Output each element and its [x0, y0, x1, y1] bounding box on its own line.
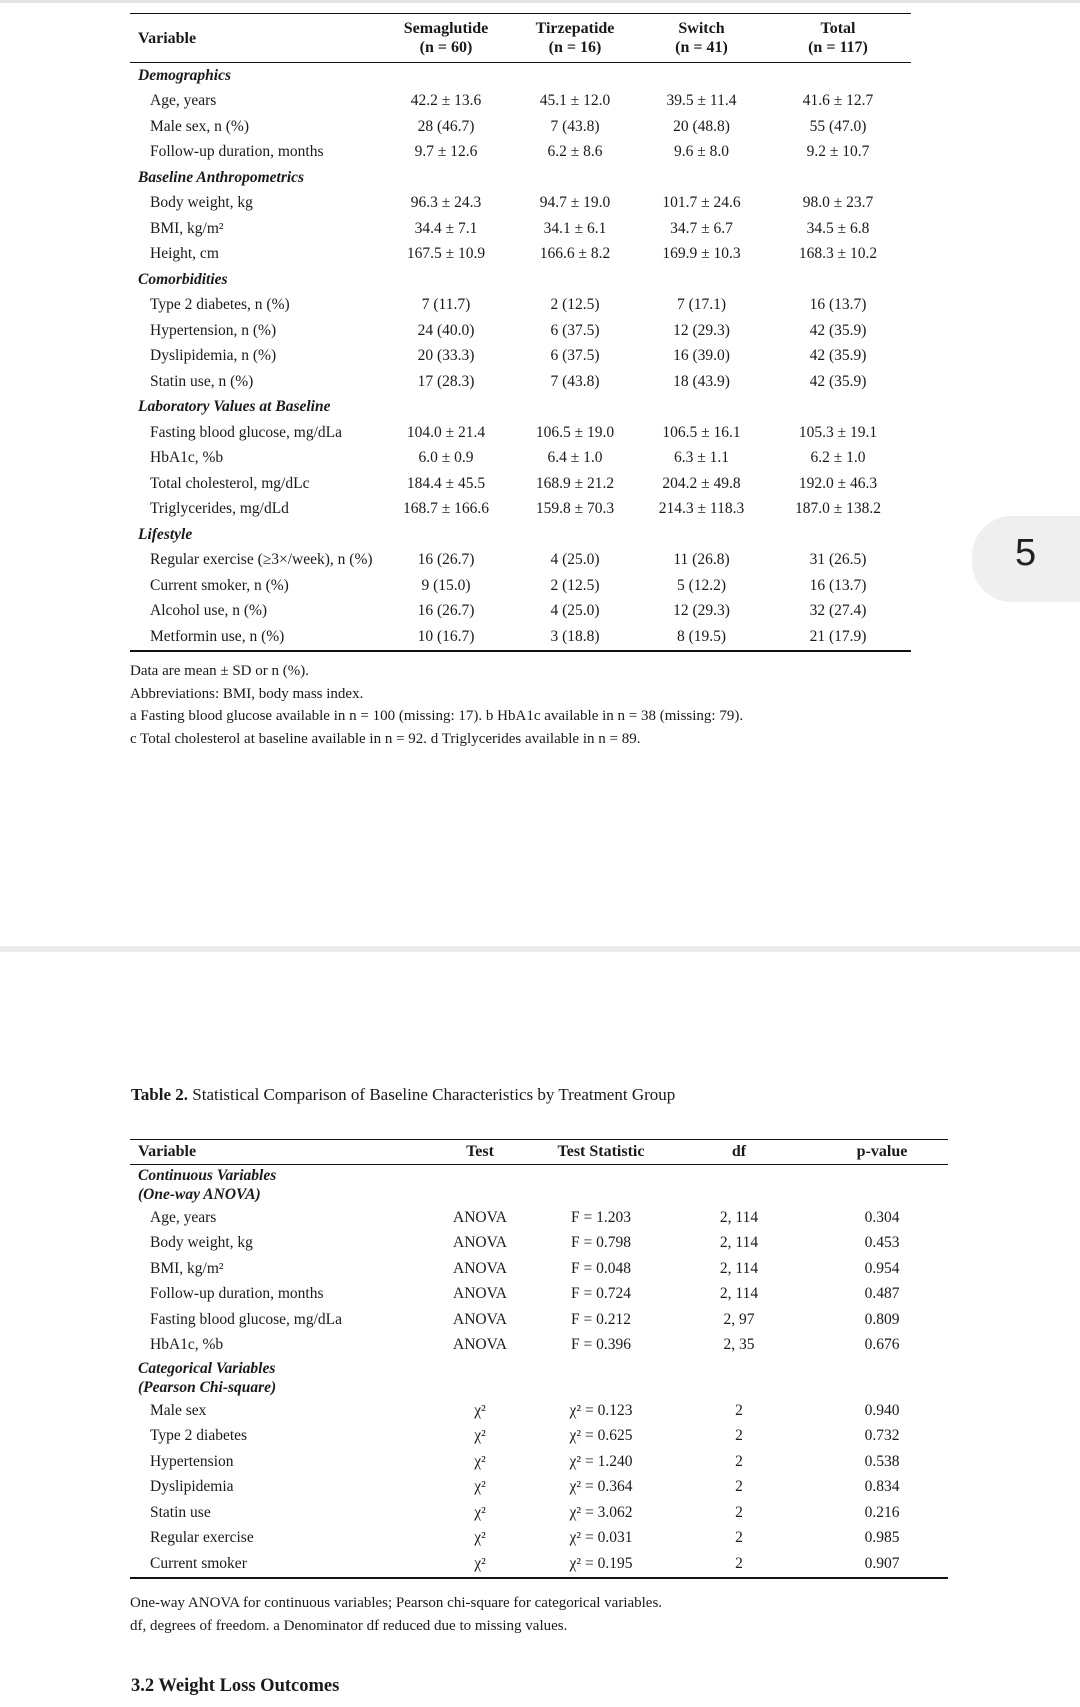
table-row: [130, 420, 911, 446]
column-header-n: (n = 41): [675, 39, 728, 56]
table-cell: 168.9 ± 21.2: [535, 474, 615, 492]
section-heading: [130, 1358, 948, 1398]
table-row: [130, 1333, 948, 1359]
section-row: [130, 1358, 948, 1398]
column-header-name: Tirzepatide: [535, 20, 615, 37]
table-row: [130, 1475, 948, 1501]
table-cell: 4 (25.0): [550, 551, 600, 569]
table-cell: 7 (11.7): [421, 296, 471, 314]
row-label: Body weight, kg: [150, 1234, 253, 1252]
table-row: [130, 140, 911, 166]
table1-header: [130, 14, 911, 63]
table-cell: 168.7 ± 166.6: [402, 500, 489, 518]
column-header-name: Variable: [138, 29, 197, 47]
column-header-n: (n = 117): [808, 39, 868, 56]
table-cell: 159.8 ± 70.3: [535, 500, 615, 518]
section-heading: Demographics: [138, 66, 231, 84]
row-label: Body weight, kg: [150, 194, 253, 212]
table2-footnotes: [130, 1592, 662, 1637]
table-cell: 96.3 ± 24.3: [410, 194, 482, 212]
table-cell: ANOVA: [453, 1259, 507, 1277]
table-cell: 2: [735, 1427, 743, 1445]
row-label: Age, years: [150, 1208, 217, 1226]
section-row: [130, 395, 911, 421]
column-header: Test: [420, 1140, 540, 1165]
column-header: Test Statistic: [540, 1140, 662, 1165]
table-cell: 0.676: [864, 1336, 900, 1354]
table-row: [130, 1500, 948, 1526]
table-cell: 0.834: [864, 1478, 900, 1496]
table-cell: 2: [735, 1401, 743, 1419]
table-cell: 2: [735, 1478, 743, 1496]
section-heading-text: Continuous Variables (One-way ANOVA): [138, 1167, 277, 1203]
table-row: [130, 369, 911, 395]
table-cell: 6 (37.5): [550, 347, 600, 365]
table-cell: 106.5 ± 19.0: [535, 423, 615, 441]
table2-caption-label: Table 2.: [131, 1085, 189, 1104]
row-label: Height, cm: [150, 245, 219, 263]
table2-body: [130, 1165, 948, 1578]
table-cell: 4 (25.0): [550, 602, 600, 620]
table-cell: 0.954: [864, 1259, 900, 1277]
section-heading: [130, 1165, 948, 1206]
table-row: [130, 624, 911, 651]
table-cell: 168.3 ± 10.2: [798, 245, 878, 263]
row-label: Dyslipidemia, n (%): [150, 347, 277, 365]
table-cell: ANOVA: [453, 1234, 507, 1252]
row-label: Statin use: [150, 1503, 211, 1521]
table-cell: χ²: [474, 1452, 486, 1470]
section-heading-text: Categorical Variables (Pearson Chi-square): [138, 1360, 277, 1396]
table-cell: F = 0.798: [571, 1234, 631, 1252]
table-row: [130, 1205, 948, 1231]
row-label: Hypertension: [150, 1452, 234, 1470]
column-header-n: (n = 16): [548, 39, 602, 56]
table2-caption: [131, 1085, 675, 1105]
table-cell: 2, 114: [719, 1285, 759, 1303]
table-cell: χ² = 0.625: [569, 1427, 633, 1445]
section-row: [130, 1165, 948, 1206]
table-cell: 20 (48.8): [673, 117, 730, 135]
row-label: Alcohol use, n (%): [150, 602, 268, 620]
table-row: [130, 1282, 948, 1308]
table-cell: 28 (46.7): [417, 117, 475, 135]
row-label: Statin use, n (%): [150, 372, 254, 390]
table-cell: χ² = 0.195: [569, 1554, 633, 1572]
table-cell: 21 (17.9): [809, 627, 867, 645]
table-cell: χ²: [474, 1554, 486, 1572]
row-label: Metformin use, n (%): [150, 627, 285, 645]
table-row: [130, 1231, 948, 1257]
table-cell: 34.4 ± 7.1: [414, 219, 478, 237]
table-row: [130, 89, 911, 115]
row-label: Type 2 diabetes: [150, 1427, 248, 1445]
row-label: Fasting blood glucose, mg/dLa: [150, 423, 343, 441]
table-cell: 16 (26.7): [417, 602, 475, 620]
row-label: Regular exercise: [150, 1529, 254, 1547]
table-cell: 42 (35.9): [809, 347, 867, 365]
table-cell: χ²: [474, 1478, 486, 1496]
column-header: df: [662, 1140, 816, 1165]
table-cell: 45.1 ± 12.0: [539, 92, 611, 110]
table-row: [130, 446, 911, 472]
table-cell: 3 (18.8): [550, 627, 600, 645]
section-row: [130, 522, 911, 548]
table-row: [130, 1526, 948, 1552]
table-cell: 0.538: [864, 1452, 900, 1470]
column-header-n: (n = 60): [419, 39, 473, 56]
table-cell: 9.7 ± 12.6: [414, 143, 478, 161]
table-cell: 187.0 ± 138.2: [794, 500, 881, 518]
table-cell: 17 (28.3): [417, 372, 475, 390]
table-cell: χ²: [474, 1529, 486, 1547]
table-cell: 20 (33.3): [417, 347, 475, 365]
table-cell: 169.9 ± 10.3: [662, 245, 741, 263]
statistical-comparison-table: [130, 1139, 948, 1579]
table-cell: 0.940: [864, 1401, 900, 1419]
section-heading: Laboratory Values at Baseline: [138, 398, 331, 416]
table-cell: 167.5 ± 10.9: [406, 245, 486, 263]
table-row: [130, 191, 911, 217]
table-row: [130, 293, 911, 319]
table-cell: 0.453: [864, 1234, 900, 1252]
table-cell: 0.907: [864, 1554, 900, 1572]
row-label: Follow-up duration, months: [150, 143, 324, 161]
table1-body: [130, 63, 911, 651]
row-label: Fasting blood glucose, mg/dLa: [150, 1310, 343, 1328]
table-cell: 34.5 ± 6.8: [806, 219, 870, 237]
table-cell: 94.7 ± 19.0: [539, 194, 611, 212]
column-header-name: Semaglutide: [403, 20, 489, 37]
row-label: Age, years: [150, 92, 217, 110]
row-label: BMI, kg/m²: [150, 219, 224, 237]
table-cell: 0.809: [864, 1310, 900, 1328]
table-cell: 6.0 ± 0.9: [418, 449, 474, 467]
table-cell: 55 (47.0): [809, 117, 867, 135]
table-cell: 12 (29.3): [673, 321, 730, 339]
table-cell: χ² = 0.031: [569, 1529, 633, 1547]
table-cell: F = 0.396: [571, 1336, 631, 1354]
table-row: [130, 216, 911, 242]
footnote: Abbreviations: BMI, body mass index.: [130, 685, 364, 702]
table-cell: 2 (12.5): [550, 576, 600, 594]
table-cell: ANOVA: [453, 1310, 507, 1328]
table-cell: 204.2 ± 49.8: [662, 474, 741, 492]
table-row: [130, 497, 911, 523]
section-row: [130, 267, 911, 293]
row-label: HbA1c, %b: [150, 1336, 224, 1354]
row-label: Dyslipidemia: [150, 1478, 234, 1496]
table-cell: 42 (35.9): [809, 372, 867, 390]
table-row: [130, 1256, 948, 1282]
table-cell: 11 (26.8): [673, 551, 730, 569]
table-cell: χ²: [474, 1503, 486, 1521]
table-cell: 98.0 ± 23.7: [802, 194, 874, 212]
footnote: c Total cholesterol at baseline available in n = 92. d Triglycerides available in n = 89.: [130, 730, 641, 747]
column-header-group: [765, 14, 911, 63]
table-cell: 166.6 ± 8.2: [539, 245, 611, 263]
table-cell: 10 (16.7): [417, 627, 475, 645]
table-cell: 9.6 ± 8.0: [673, 143, 729, 161]
table-cell: χ² = 0.364: [569, 1478, 633, 1496]
column-header: p-value: [816, 1140, 948, 1165]
table-cell: 12 (29.3): [673, 602, 730, 620]
table2-header-row: [130, 1140, 948, 1165]
table-cell: 6.2 ± 8.6: [547, 143, 603, 161]
table-row: [130, 1424, 948, 1450]
table-cell: 16 (13.7): [809, 296, 867, 314]
table-cell: 2, 35: [723, 1336, 755, 1354]
page-separator: [0, 946, 1080, 952]
table-cell: 41.6 ± 12.7: [802, 92, 874, 110]
table-row: [130, 1307, 948, 1333]
table-cell: 2: [735, 1554, 743, 1572]
table-row: [130, 548, 911, 574]
table-row: [130, 573, 911, 599]
baseline-characteristics-table: [130, 13, 911, 652]
table-cell: 6 (37.5): [550, 321, 600, 339]
footnote: df, degrees of freedom. a Denominator df reduced due to missing values.: [130, 1617, 568, 1634]
row-label: Follow-up duration, months: [150, 1285, 324, 1303]
page-number: 5: [1015, 532, 1037, 574]
table-cell: 2: [735, 1452, 743, 1470]
table-cell: 39.5 ± 11.4: [666, 92, 737, 110]
table-cell: 9 (15.0): [421, 576, 471, 594]
table-cell: 7 (43.8): [550, 372, 600, 390]
table-cell: 34.7 ± 6.7: [670, 219, 733, 237]
table1-footnotes: [130, 660, 743, 750]
table-cell: χ² = 0.123: [569, 1401, 633, 1419]
table-cell: 8 (19.5): [676, 627, 727, 645]
table-cell: 2: [735, 1529, 743, 1547]
row-label: Current smoker, n (%): [150, 576, 289, 594]
table-cell: ANOVA: [453, 1208, 507, 1226]
table-row: [130, 599, 911, 625]
table-cell: 192.0 ± 46.3: [798, 474, 878, 492]
table-cell: ANOVA: [453, 1336, 507, 1354]
table-cell: 18 (43.9): [673, 372, 730, 390]
table-cell: 2, 114: [719, 1259, 759, 1277]
table-cell: 9.2 ± 10.7: [806, 143, 870, 161]
row-label: Triglycerides, mg/dLd: [150, 500, 289, 518]
section-row: [130, 165, 911, 191]
row-label: Type 2 diabetes, n (%): [150, 296, 290, 314]
table-cell: 32 (27.4): [809, 602, 867, 620]
table-cell: 2, 114: [719, 1208, 759, 1226]
table1-header-row: [130, 14, 911, 63]
column-header-group: [638, 14, 765, 63]
row-label: Male sex, n (%): [150, 117, 249, 135]
table-cell: 0.985: [864, 1529, 900, 1547]
table-cell: 0.732: [864, 1427, 900, 1445]
column-header-group: [380, 14, 512, 63]
table-row: [130, 1449, 948, 1475]
table-cell: 0.304: [864, 1208, 900, 1226]
table-cell: 106.5 ± 16.1: [662, 423, 741, 441]
table-cell: F = 0.724: [571, 1285, 631, 1303]
column-header: Variable: [130, 1140, 420, 1165]
row-label: Male sex: [150, 1401, 207, 1419]
column-header-variable: [130, 14, 380, 63]
column-header-group: [512, 14, 638, 63]
table-cell: 31 (26.5): [809, 551, 867, 569]
table-cell: F = 1.203: [571, 1208, 631, 1226]
table-cell: 2, 114: [719, 1234, 759, 1252]
table-cell: 16 (13.7): [809, 576, 867, 594]
table-row: [130, 471, 911, 497]
table-cell: χ² = 1.240: [569, 1452, 633, 1470]
table-cell: 42 (35.9): [809, 321, 867, 339]
table-cell: 2: [735, 1503, 743, 1521]
table-cell: 7 (43.8): [550, 117, 600, 135]
table-cell: 105.3 ± 19.1: [798, 423, 878, 441]
table-cell: χ²: [474, 1401, 486, 1419]
section-row: [130, 63, 911, 89]
column-header-name: Switch: [678, 20, 725, 37]
table-cell: 0.487: [864, 1285, 900, 1303]
table-cell: F = 0.212: [571, 1310, 631, 1328]
table-cell: 42.2 ± 13.6: [410, 92, 482, 110]
footnote: a Fasting blood glucose available in n = 100 (missing: 17). b HbA1c available in n = 38 (missing: 79).: [130, 708, 744, 724]
table-cell: 16 (26.7): [417, 551, 475, 569]
section-heading: 3.2 Weight Loss Outcomes: [131, 1676, 340, 1696]
table-row: [130, 242, 911, 268]
table-cell: 6.2 ± 1.0: [810, 449, 866, 467]
footnote: One-way ANOVA for continuous variables; Pearson chi-square for categorical variables.: [130, 1595, 663, 1611]
table-cell: 2, 97: [723, 1310, 755, 1328]
section-heading: Comorbidities: [138, 270, 228, 288]
table-cell: 184.4 ± 45.5: [406, 474, 486, 492]
table-row: [130, 1551, 948, 1578]
row-label: HbA1c, %b: [150, 449, 224, 467]
table-cell: 7 (17.1): [676, 296, 727, 314]
table-cell: ANOVA: [453, 1285, 507, 1303]
table-cell: 5 (12.2): [676, 576, 727, 594]
table-cell: 16 (39.0): [673, 347, 730, 365]
row-label: Hypertension, n (%): [150, 321, 277, 339]
row-label: Current smoker: [150, 1554, 247, 1572]
table-cell: 6.3 ± 1.1: [673, 449, 729, 467]
table-cell: χ²: [474, 1427, 486, 1445]
top-divider: [0, 0, 1080, 3]
table-row: [130, 114, 911, 140]
section-heading: Baseline Anthropometrics: [138, 168, 305, 186]
row-label: Total cholesterol, mg/dLc: [150, 474, 310, 492]
row-label: Regular exercise (≥3×/week), n (%): [150, 551, 373, 569]
table-cell: 214.3 ± 118.3: [658, 500, 745, 518]
table-cell: 2 (12.5): [550, 296, 600, 314]
table-cell: 24 (40.0): [417, 321, 475, 339]
table-cell: 0.216: [864, 1503, 900, 1521]
table-row: [130, 1398, 948, 1424]
table-row: [130, 344, 911, 370]
footnote: Data are mean ± SD or n (%).: [130, 663, 309, 679]
row-label: BMI, kg/m²: [150, 1259, 224, 1277]
table-cell: χ² = 3.062: [569, 1503, 633, 1521]
table-cell: F = 0.048: [571, 1259, 631, 1277]
table-cell: 34.1 ± 6.1: [543, 219, 607, 237]
table-cell: 104.0 ± 21.4: [406, 423, 486, 441]
section-heading: Lifestyle: [138, 525, 193, 543]
table-cell: 6.4 ± 1.0: [547, 449, 603, 467]
table2-caption-text: Statistical Comparison of Baseline Characteristics by Treatment Group: [188, 1085, 676, 1104]
table2-header: [130, 1140, 948, 1165]
table-cell: 101.7 ± 24.6: [662, 194, 741, 212]
table-row: [130, 318, 911, 344]
column-header-name: Total: [820, 20, 856, 37]
